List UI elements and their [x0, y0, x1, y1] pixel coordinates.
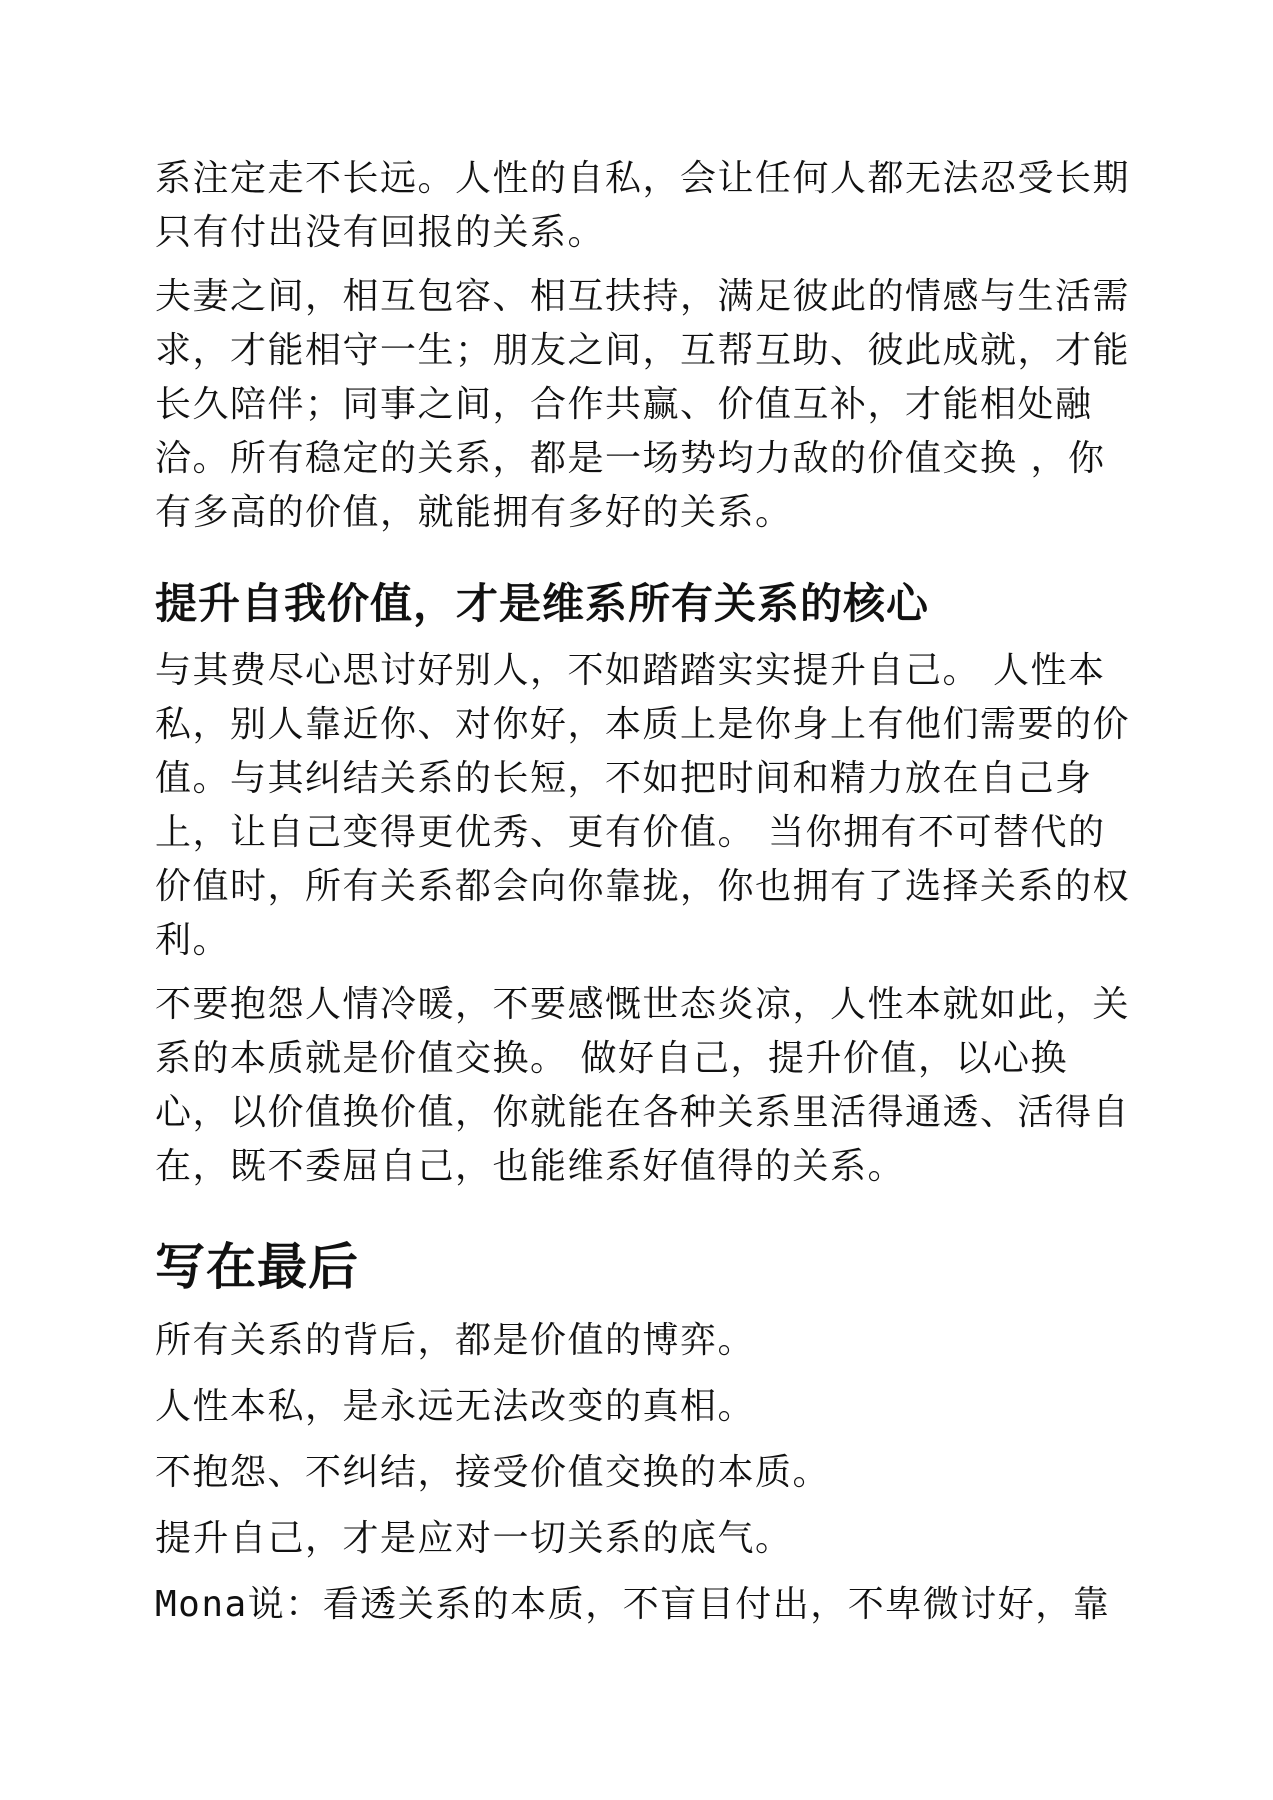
paragraph-intro-continued: 系注定走不长远。人性的自私，会让任何人都无法忍受长期只有付出没有回报的关系。: [155, 158, 1131, 253]
signature-name: Mona: [155, 1584, 248, 1625]
paragraph-no-complaints: 不要抱怨人情冷暖，不要感慨世态炎凉，人性本就如此，关系的本质就是价值交换。 做好自己，提升价值，以心换心，以价值换价值，你就能在各种关系里活得通透、活得自在，既不委屈自己，也能维系好值得的关系。: [155, 984, 1131, 1187]
signature-text: 说：看透关系的本质，不盲目付出，不卑微讨好，靠: [247, 1584, 1111, 1625]
closing-line-3: 不抱怨、不纠结，接受价值交换的本质。: [155, 1452, 831, 1493]
document-page: [155, 152, 1130, 1632]
section-heading-self-value: 提升自我价值，才是维系所有关系的核心: [155, 579, 930, 628]
closing-line-1: 所有关系的背后，都是价值的博弈。: [155, 1320, 756, 1361]
closing-line-2: 人性本私，是永远无法改变的真相。: [155, 1386, 756, 1427]
section-heading-final-words: 写在最后: [155, 1238, 359, 1296]
paragraph-relationships: 夫妻之间，相互包容、相互扶持，满足彼此的情感与生活需求，才能相守一生；朋友之间，互帮互助、彼此成就，才能长久陪伴；同事之间，合作共赢、价值互补，才能相处融洽。所有稳定的关系，都是一场势均力敌的价值交换 ，你有多高的价值，就能拥有多好的关系。: [155, 276, 1131, 533]
paragraph-improve-self: 与其费尽心思讨好别人，不如踏踏实实提升自己。 人性本私，别人靠近你、对你好，本质上是你身上有他们需要的价值。与其纠结关系的长短，不如把时间和精力放在自己身上，让自己变得更优秀、更有价值。 当你拥有不可替代的价值时，所有关系都会向你靠拢，你也拥有了选择关系的权利。: [155, 650, 1131, 961]
signature-line: [155, 1578, 1130, 1632]
closing-line-4: 提升自己，才是应对一切关系的底气。: [155, 1518, 793, 1559]
